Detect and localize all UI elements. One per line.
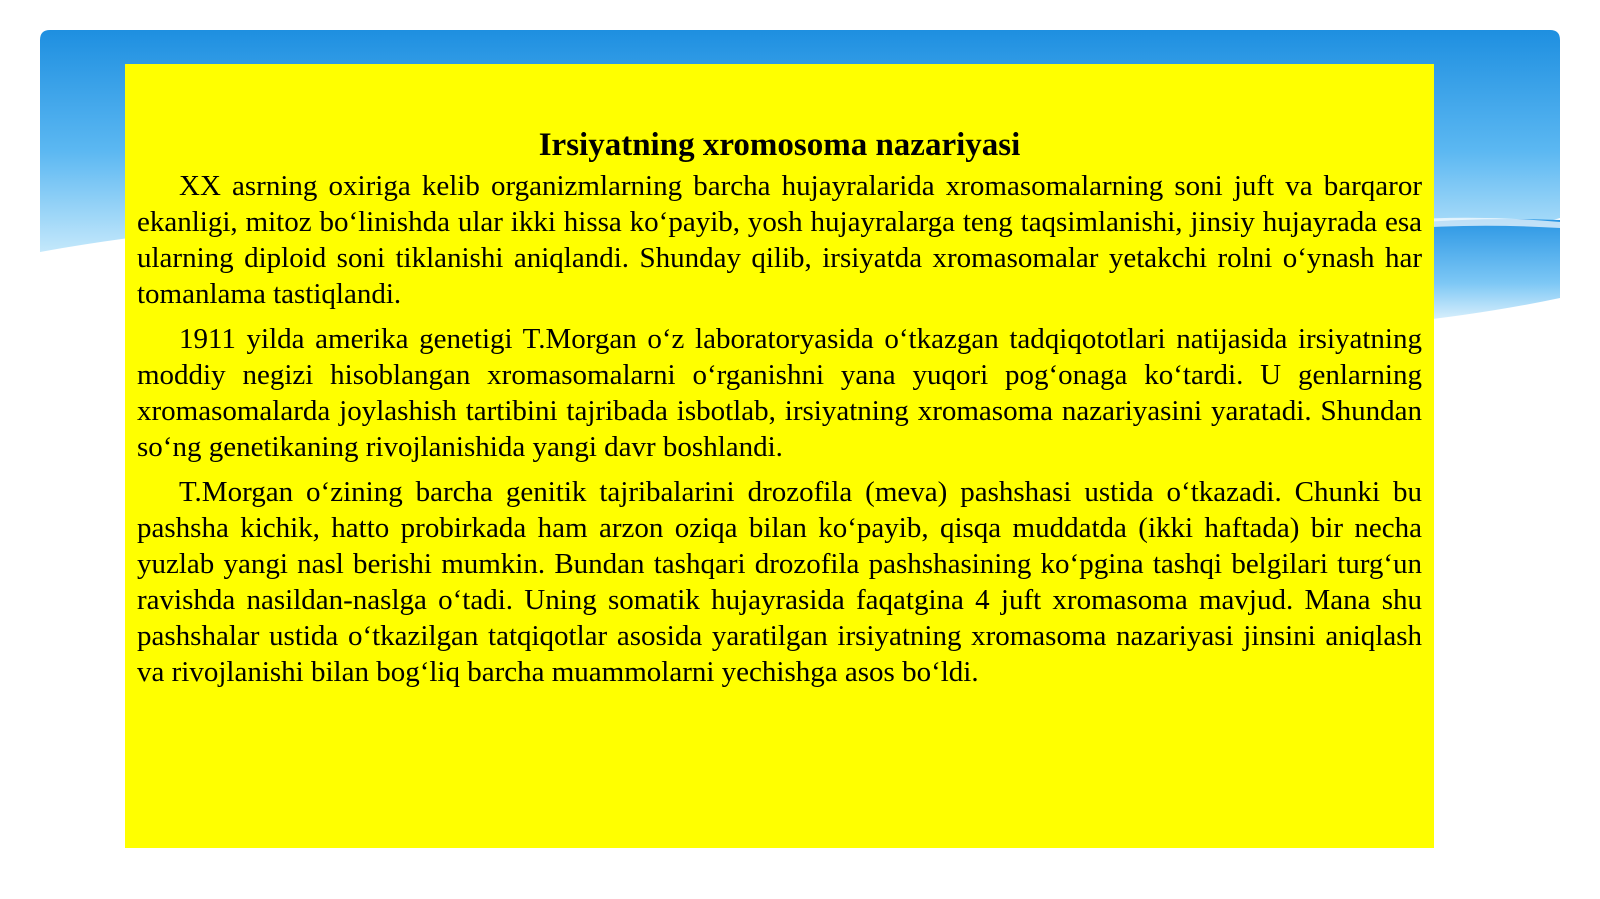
text-panel [125,64,1434,848]
paragraph-2: 1911 yilda amerika genetigi T.Morgan o‘z laboratoryasida o‘tkazgan tadqiqototlari natijasida irsiyatning moddiy negizi hisoblangan xromasomalarni o‘rganishni yana yuqori pog‘onaga ko‘tardi. U genlarning xromasomalarda joylashish tartibini tajribada isbotlab, irsiyatning xromasoma nazariyasini yaratadi. Shundan so‘ng genetikaning rivojlanishida yangi davr boshlandi. [137,323,1422,463]
slide-title: Irsiyatning xromosoma nazariyasi [538,127,1021,163]
paragraph-3: T.Morgan o‘zining barcha genitik tajribalarini drozofila (meva) pashshasi ustida o‘tkazadi. Chunki bu pashsha kichik, hatto probirkada ham arzon oziqa bilan ko‘payib, qisqa muddatda (ikki haftada) bir necha yuzlab yangi nasl berishi mumkin. Bundan tashqari drozofila pashshasining ko‘pgina tashqi belgilari turg‘un ravishda nasildan-naslga o‘tadi. Uning somatik hujayrasida faqatgina 4 juft xromasoma mavjud. Mana shu pashshalar ustida o‘tkazilgan tatqiqotlar asosida yaratilgan irsiyatning xromasoma nazariyasi jinsini aniqlash va rivojlanishi bilan bog‘liq barcha muammolarni yechishga asos bo‘ldi. [137,476,1422,688]
paragraph-1: XX asrning oxiriga kelib organizmlarning barcha hujayralarida xromasomalarning soni juft va barqaror ekanligi, mitoz bo‘linishda ular ikki hissa ko‘payib, yosh hujayralarga teng taqsimlanishi, jinsiy hujayrada esa ularning diploid soni tiklanishi aniqlandi. Shunday qilib, irsiyatda xromasomalar yetakchi rolni o‘ynash har tomanlama tastiqlandi. [137,170,1422,310]
